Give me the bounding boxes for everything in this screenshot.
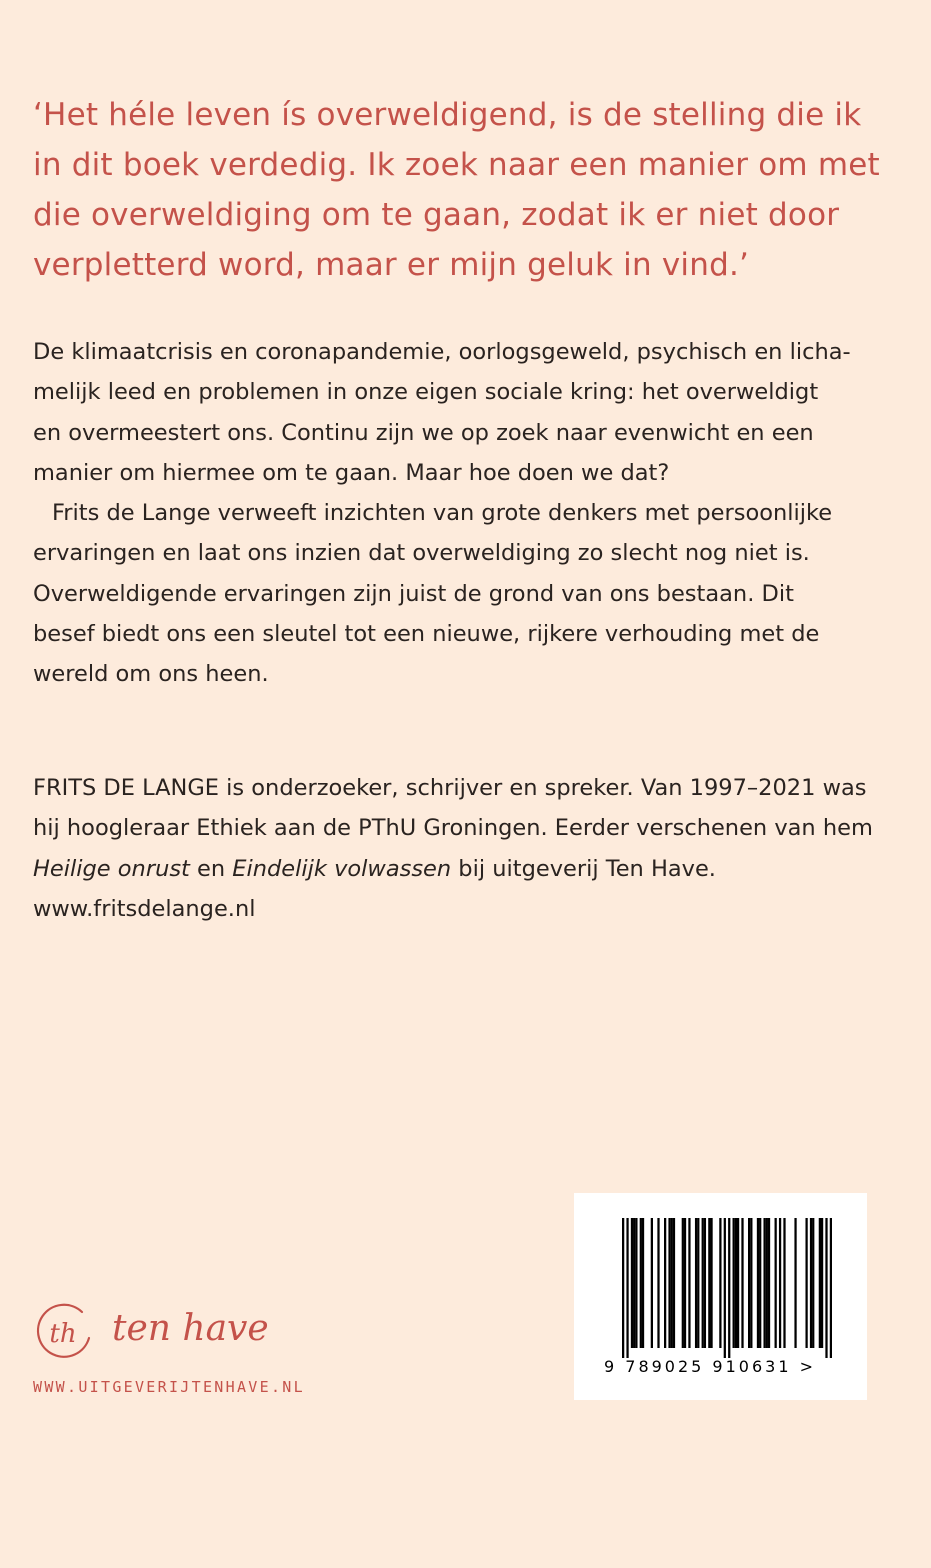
barcode-bar [673, 1218, 675, 1348]
barcode-bar [719, 1218, 721, 1348]
barcode-bar [702, 1218, 704, 1348]
barcode-bar [825, 1218, 827, 1358]
barcode-bar [695, 1218, 697, 1348]
barcode-bar [737, 1218, 739, 1348]
quote-line: in dit boek verdedig. Ik zoek naar een manier om met [33, 147, 880, 183]
barcode-bar [779, 1218, 781, 1348]
barcode-bar [733, 1218, 735, 1348]
pull-quote [33, 90, 880, 290]
barcode-bar [668, 1218, 670, 1348]
barcode-bar [750, 1218, 752, 1348]
logo-mark-text: th [49, 1319, 77, 1349]
barcode-bar [812, 1218, 814, 1348]
bio-line: hij hoogleraar Ethiek aan de PThU Groningen. Eerder verschenen van hem [33, 815, 873, 842]
barcode-bar [783, 1218, 785, 1348]
book-description [33, 332, 883, 695]
barcode-bar [710, 1218, 712, 1348]
description-line: wereld om ons heen. [33, 661, 269, 688]
bio-connector: en [189, 855, 233, 882]
barcode-bar [759, 1218, 761, 1348]
barcode-bar [805, 1218, 807, 1348]
barcode-bar [640, 1218, 642, 1348]
bio-line: FRITS DE LANGE is onderzoeker, schrijver en spreker. Van 1997–2021 was [33, 775, 867, 801]
barcode-bar [741, 1218, 743, 1348]
barcode-bar [821, 1218, 823, 1348]
barcode-bar [622, 1218, 624, 1358]
barcode-bar [763, 1218, 765, 1348]
bio-line-books [33, 849, 883, 889]
barcode-bar [664, 1218, 666, 1348]
barcode-bar [633, 1218, 635, 1348]
barcode-bar [728, 1218, 730, 1358]
bio-line-end: bij uitgeverij Ten Have. [451, 855, 716, 882]
barcode-bar [704, 1218, 706, 1348]
barcode-bar [626, 1218, 628, 1358]
book-title-eindelijk-volwassen: Eindelijk volwassen [232, 855, 452, 882]
barcode-bar [635, 1218, 637, 1348]
description-line: Overweldigende ervaringen zijn juist de grond van ons bestaan. Dit [33, 580, 794, 607]
barcode-bar [688, 1218, 690, 1348]
barcode-bar [631, 1218, 633, 1348]
barcode-bar [708, 1218, 710, 1348]
barcode-bar [748, 1218, 750, 1348]
description-line: Frits de Lange verweeft inzichten van grote denkers met persoonlijke [52, 500, 833, 527]
barcode-bar [735, 1218, 737, 1348]
barcode-bar [794, 1218, 796, 1348]
barcode-bar [810, 1218, 812, 1348]
description-line: en overmeestert ons. Continu zijn we op zoek naar evenwicht en een [33, 419, 814, 446]
barcode-bar [697, 1218, 699, 1348]
author-bio [33, 768, 883, 929]
isbn-digits: 9 789025 910631 > [604, 1357, 816, 1376]
author-website-link[interactable]: www.fritsdelange.nl [33, 895, 256, 922]
barcode-bar [766, 1218, 768, 1348]
description-line: manier om hiermee om te gaan. Maar hoe doen we dat? [33, 459, 670, 486]
isbn-barcode [574, 1193, 867, 1400]
publisher-logo-mark [32, 1302, 94, 1364]
publisher-website-link[interactable]: WWW.UITGEVERIJTENHAVE.NL [33, 1378, 305, 1396]
quote-line: ‘Het héle leven ís overweldigend, is de stelling die ik [33, 97, 862, 133]
barcode-bar [684, 1218, 686, 1348]
barcode-bar [830, 1218, 832, 1358]
barcode-bar [642, 1218, 644, 1348]
book-title-heilige-onrust: Heilige onrust [33, 855, 190, 882]
barcode-bar [657, 1218, 659, 1348]
publisher-name: ten have [112, 1308, 269, 1349]
barcode-bar [724, 1218, 726, 1358]
barcode-bar [768, 1218, 770, 1348]
quote-line: die overweldiging om te gaan, zodat ik er niet door [33, 197, 840, 233]
barcode-bar [682, 1218, 684, 1348]
barcode-bar [651, 1218, 653, 1348]
barcode-bar [819, 1218, 821, 1348]
description-line: besef biedt ons een sleutel tot een nieuwe, rijkere verhouding met de [33, 621, 820, 648]
description-line: De klimaatcrisis en coronapandemie, oorlogsgeweld, psychisch en licha- [33, 339, 851, 365]
description-line: melijk leed en problemen in onze eigen sociale kring: het overweldigt [33, 379, 819, 406]
publisher-logo [32, 1302, 352, 1366]
description-line: ervaringen en laat ons inzien dat overweldiging zo slecht nog niet is. [33, 540, 810, 567]
barcode-bar [775, 1218, 777, 1348]
barcode-bars [622, 1218, 832, 1358]
quote-line: verpletterd word, maar er mijn geluk in vind.’ [33, 247, 750, 283]
barcode-bar [671, 1218, 673, 1348]
barcode-bar [757, 1218, 759, 1348]
